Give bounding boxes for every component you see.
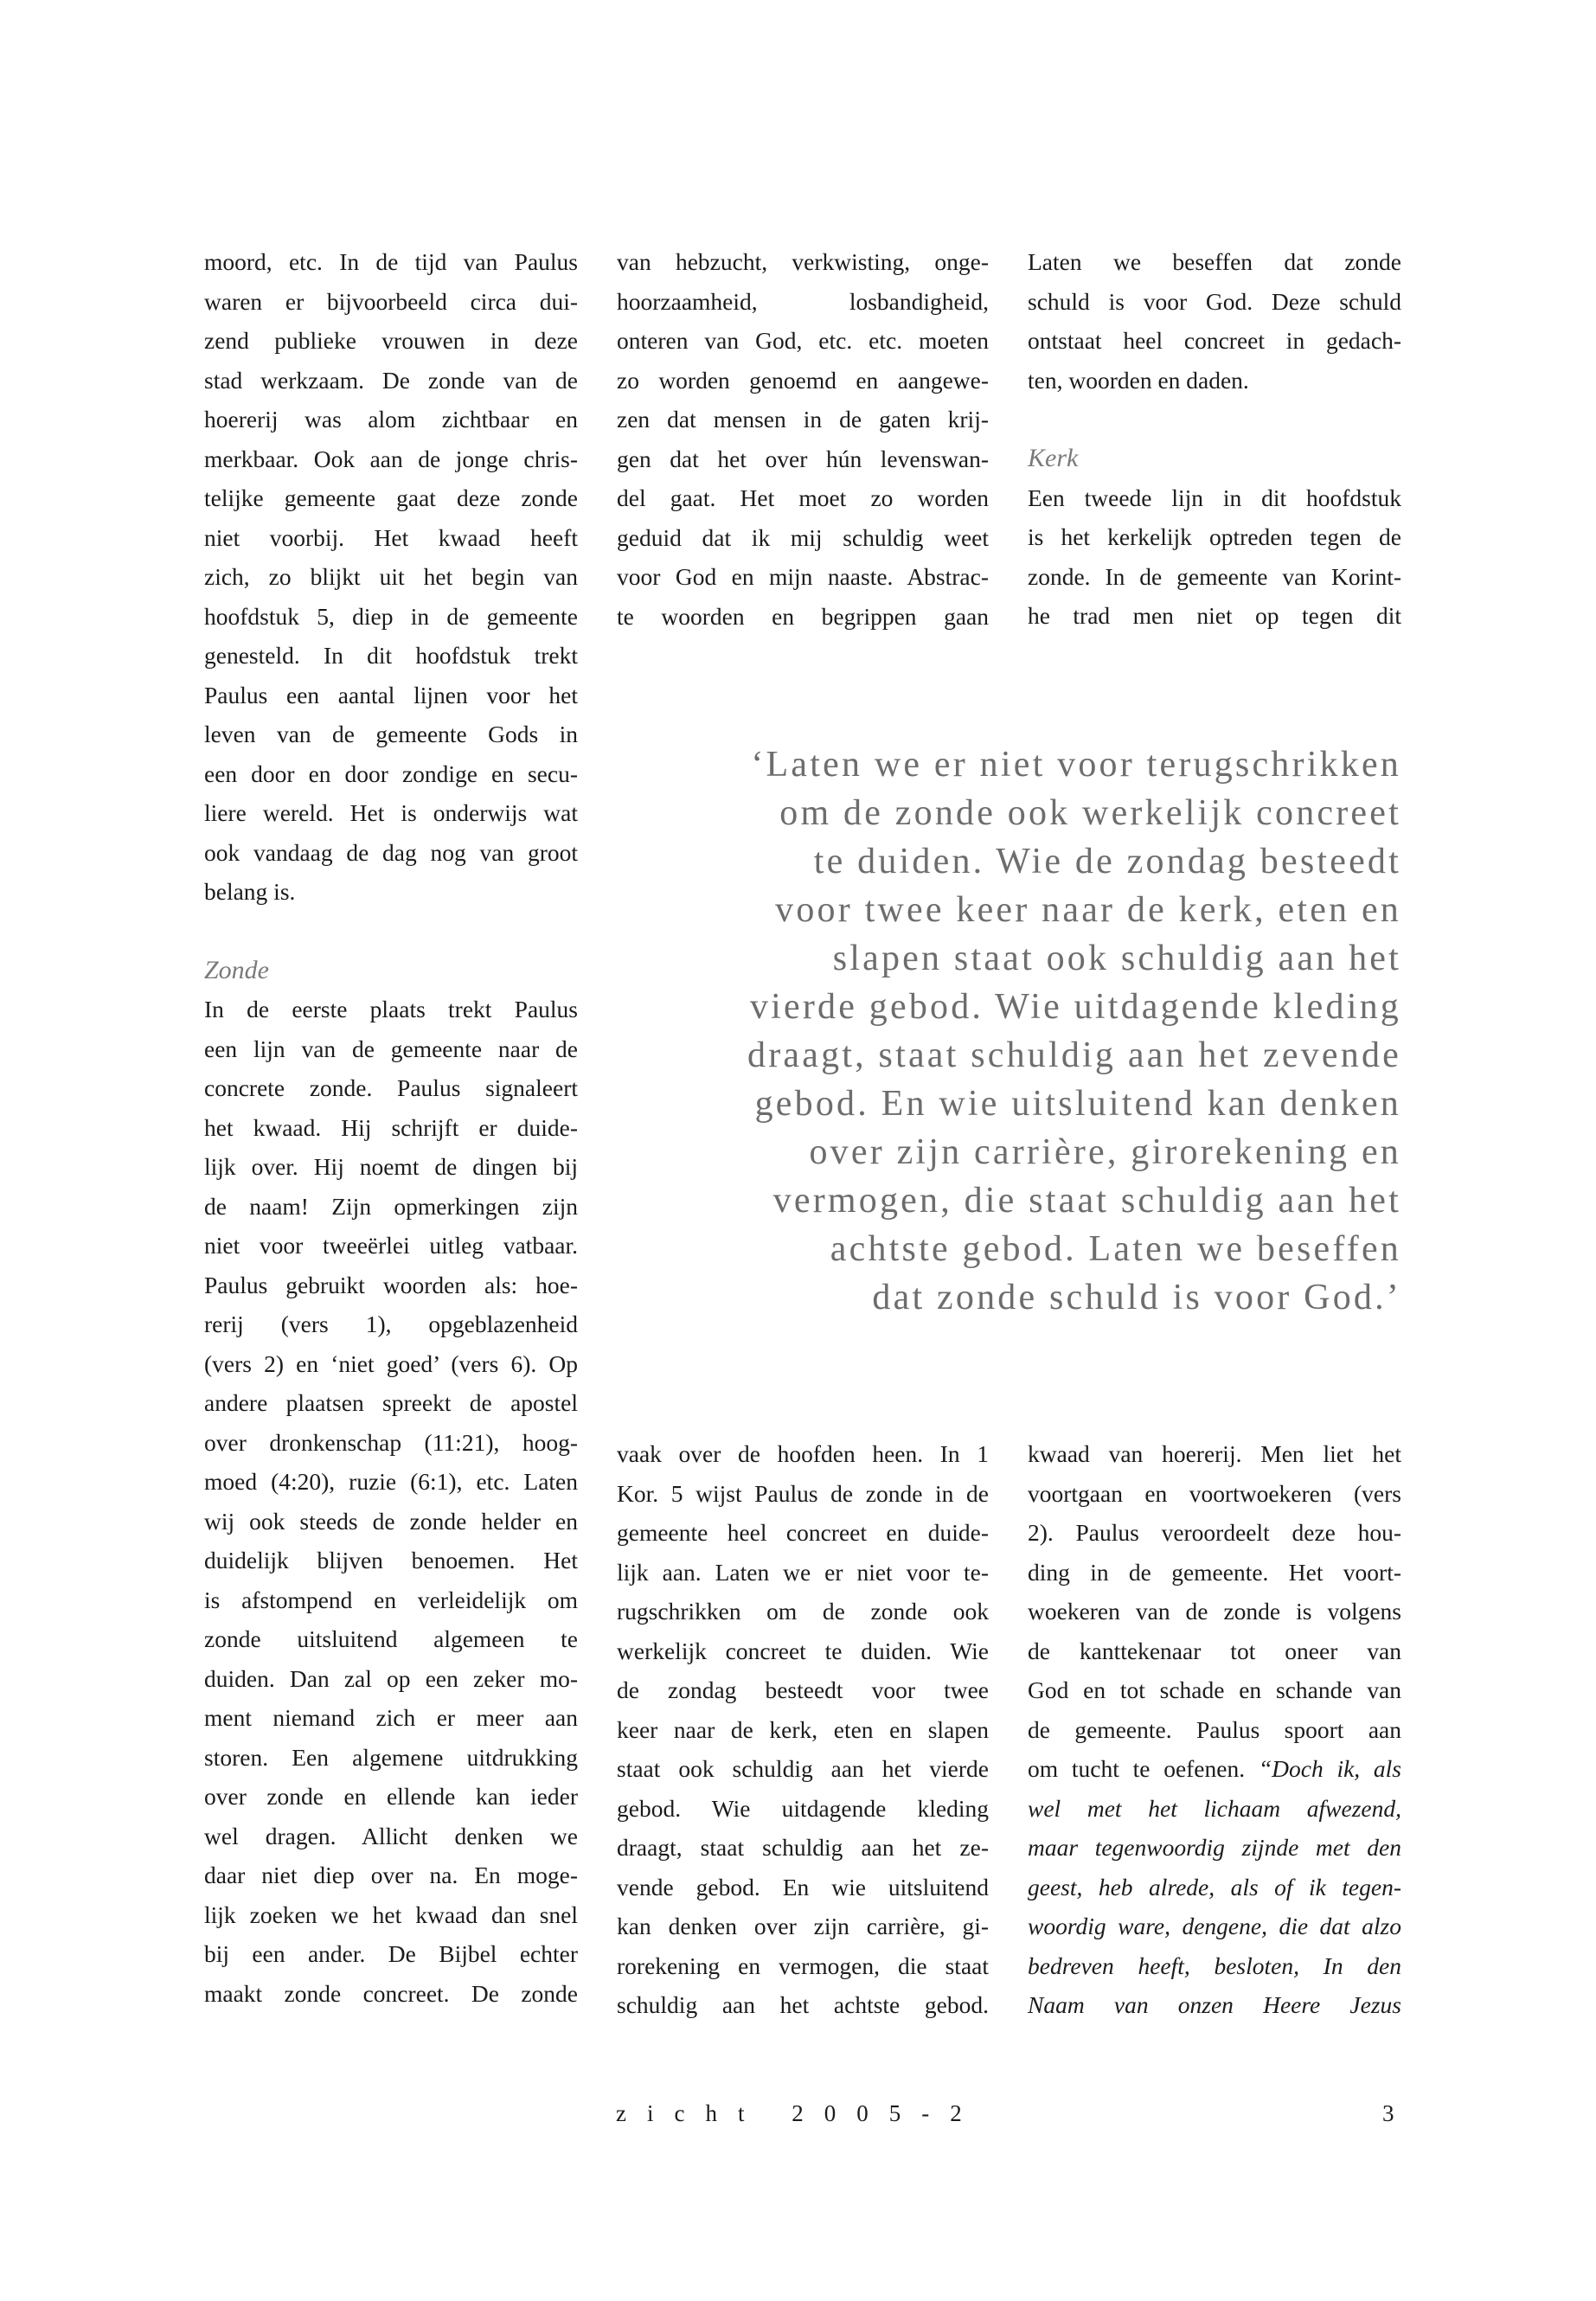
text-line: draagt, staat schuldig aan het ze- bbox=[617, 1834, 989, 1861]
text-line: telijke gemeente gaat deze zonde bbox=[204, 484, 578, 511]
text-run: om tucht te oefenen. bbox=[1028, 1755, 1259, 1782]
text-line: wel dragen. Allicht denken we bbox=[204, 1822, 578, 1849]
text-line: ding in de gemeente. Het voort- bbox=[1028, 1558, 1401, 1586]
text-line: rorekening en vermogen, die staat bbox=[617, 1952, 989, 1979]
pull-quote-line: gebod. En wie uitsluitend kan denken bbox=[754, 1084, 1401, 1124]
text-line: rugschrikken om de zonde ook bbox=[617, 1598, 989, 1625]
section-heading-zonde: Zonde bbox=[204, 955, 269, 984]
text-line: merkbaar. Ook aan de jonge chris- bbox=[204, 445, 578, 472]
pull-quote-line: ‘Laten we er niet voor terugschrikken bbox=[751, 745, 1401, 785]
text-line: lijk over. Hij noemt de dingen bij bbox=[204, 1153, 578, 1180]
pull-quote-line: vierde gebod. Wie uitdagende kleding bbox=[749, 987, 1401, 1027]
quote-line: Naam van onzen Heere Jezus bbox=[1028, 1991, 1401, 2018]
text-line: hoorzaamheid, losbandigheid, bbox=[617, 287, 989, 315]
text-line: zonde. In de gemeente van Korint- bbox=[1028, 562, 1401, 590]
text-line: waren er bijvoorbeeld circa dui- bbox=[204, 287, 578, 315]
text-line: God en tot schade en schande van bbox=[1028, 1676, 1401, 1703]
text-line: Een tweede lijn in dit hoofdstuk bbox=[1028, 484, 1401, 511]
pull-quote bbox=[657, 740, 1401, 1322]
text-line: moed (4:20), ruzie (6:1), etc. Laten bbox=[204, 1468, 578, 1495]
text-line: gemeente heel concreet en duide- bbox=[617, 1519, 989, 1546]
text-line: Laten we beseffen dat zonde bbox=[1028, 248, 1401, 275]
pull-quote-line: dat zonde schuld is voor God.’ bbox=[872, 1278, 1401, 1317]
text-line: belang is. bbox=[204, 878, 296, 905]
quote-line: wel met het lichaam afwezend, bbox=[1028, 1794, 1401, 1822]
column-middle-bottom bbox=[617, 1434, 989, 2025]
column-right-top bbox=[1028, 242, 1401, 636]
text-line: gebod. Wie uitdagende kleding bbox=[617, 1794, 989, 1822]
text-line bbox=[1028, 1749, 1401, 1789]
section-heading-kerk: Kerk bbox=[1028, 444, 1079, 472]
page-number: 3 bbox=[1382, 2100, 1394, 2126]
text-line: leven van de gemeente Gods in bbox=[204, 721, 578, 747]
text-line: andere plaatsen spreekt de apostel bbox=[204, 1389, 578, 1416]
text-line: lijk zoeken we het kwaad dan snel bbox=[204, 1900, 578, 1928]
text-line: schuld is voor God. Deze schuld bbox=[1028, 287, 1401, 315]
text-line: zo worden genoemd en aangewe- bbox=[617, 366, 989, 394]
text-line: bij een ander. De Bijbel echter bbox=[204, 1940, 578, 1967]
text-line: ontstaat heel concreet in gedach- bbox=[1028, 327, 1401, 354]
pull-quote-line: slapen staat ook schuldig aan het bbox=[832, 939, 1401, 978]
text-line: Paulus gebruikt woorden als: hoe- bbox=[204, 1271, 578, 1298]
text-line: In de eerste plaats trekt Paulus bbox=[204, 996, 578, 1022]
text-line: lijk aan. Laten we er niet voor te- bbox=[617, 1558, 989, 1586]
text-line: niet voorbij. Het kwaad heeft bbox=[204, 523, 578, 551]
text-line: maakt zonde concreet. De zonde bbox=[204, 1979, 578, 2007]
text-line: onteren van God, etc. etc. moeten bbox=[617, 327, 989, 354]
text-line: wij ook steeds de zonde helder en bbox=[204, 1507, 578, 1535]
text-line: keer naar de kerk, eten en slapen bbox=[617, 1715, 989, 1743]
text-line: hoofdstuk 5, diep in de gemeente bbox=[204, 602, 578, 630]
text-line: voor God en mijn naaste. Abstrac- bbox=[617, 563, 989, 590]
text-line: niet voor tweeërlei uitleg vatbaar. bbox=[204, 1232, 578, 1259]
pull-quote-line: vermogen, die staat schuldig aan het bbox=[772, 1181, 1401, 1221]
text-line: liere wereld. Het is onderwijs wat bbox=[204, 799, 578, 826]
text-line: schuldig aan het achtste gebod. bbox=[617, 1991, 989, 2018]
text-line: vaak over de hoofden heen. In 1 bbox=[617, 1440, 989, 1467]
text-line: zend publieke vrouwen in deze bbox=[204, 327, 578, 354]
text-line: Kor. 5 wijst Paulus de zonde in de bbox=[617, 1479, 989, 1507]
text-line: duiden. Dan zal op een zeker mo- bbox=[204, 1664, 578, 1692]
text-line: de kanttekenaar tot oneer van bbox=[1028, 1637, 1401, 1664]
quote-line: geest, heb alrede, als of ik tegen- bbox=[1028, 1873, 1401, 1900]
text-line: del gaat. Het moet zo worden bbox=[617, 484, 989, 511]
text-line: zen dat mensen in de gaten krij- bbox=[617, 406, 989, 433]
text-line: over zonde en ellende kan ieder bbox=[204, 1783, 578, 1810]
text-line: woekeren van de zonde is volgens bbox=[1028, 1598, 1401, 1625]
pull-quote-line: achtste gebod. Laten we beseffen bbox=[830, 1229, 1401, 1269]
text-line: (vers 2) en ‘niet goed’ (vers 6). Op bbox=[204, 1349, 578, 1377]
pull-quote-line: voor twee keer naar de kerk, eten en bbox=[775, 890, 1401, 930]
text-line: kwaad van hoererij. Men liet het bbox=[1028, 1440, 1401, 1467]
text-line: gen dat het over hún levenswan- bbox=[617, 445, 989, 472]
text-line: van hebzucht, verkwisting, onge- bbox=[617, 248, 989, 275]
text-line: duidelijk blijven benoemen. Het bbox=[204, 1547, 578, 1574]
magazine-name: zicht 2005-2 bbox=[616, 2100, 983, 2126]
text-line: ook vandaag de dag nog van groot bbox=[204, 838, 578, 866]
text-line: 2). Paulus veroordeelt deze hou- bbox=[1028, 1519, 1401, 1546]
text-line: over dronkenschap (11:21), hoog- bbox=[204, 1428, 578, 1456]
pull-quote-line: over zijn carrière, girorekening en bbox=[809, 1132, 1401, 1172]
text-line: moord, etc. In de tijd van Paulus bbox=[204, 248, 578, 275]
text-line: vende gebod. En wie uitsluitend bbox=[617, 1873, 989, 1900]
footer-magazine-title bbox=[616, 2100, 990, 2127]
column-right-bottom bbox=[1028, 1434, 1401, 2025]
text-line: ten, woorden en daden. bbox=[1028, 366, 1249, 394]
text-line: een lijn van de gemeente naar de bbox=[204, 1035, 578, 1062]
text-line: voortgaan en voortwoekeren (vers bbox=[1028, 1479, 1401, 1507]
text-line: geduid dat ik mij schuldig weet bbox=[617, 523, 989, 551]
text-line: zonde uitsluitend algemeen te bbox=[204, 1625, 578, 1652]
text-line: genesteld. In dit hoofdstuk trekt bbox=[204, 642, 578, 669]
text-line: Paulus een aantal lijnen voor het bbox=[204, 681, 578, 708]
text-line: de gemeente. Paulus spoort aan bbox=[1028, 1715, 1401, 1743]
quote-run: “Doch ik, als bbox=[1258, 1755, 1401, 1782]
text-line: staat ook schuldig aan het vierde bbox=[617, 1755, 989, 1782]
text-line: rerij (vers 1), opgeblazenheid bbox=[204, 1311, 578, 1337]
text-line: he trad men niet op tegen dit bbox=[1028, 602, 1401, 629]
pull-quote-line: draagt, staat schuldig aan het zevende bbox=[747, 1035, 1401, 1075]
text-line: storen. Een algemene uitdrukking bbox=[204, 1743, 578, 1771]
quote-line: bedreven heeft, besloten, In den bbox=[1028, 1952, 1401, 1979]
text-line: te woorden en begrippen gaan bbox=[617, 602, 989, 630]
text-line: de naam! Zijn opmerkingen zijn bbox=[204, 1192, 578, 1220]
text-line: ment niemand zich er meer aan bbox=[204, 1704, 578, 1731]
text-line: het kwaad. Hij schrijft er duide- bbox=[204, 1113, 578, 1141]
text-line: is het kerkelijk optreden tegen de bbox=[1028, 523, 1401, 550]
text-line: werkelijk concreet te duiden. Wie bbox=[617, 1637, 989, 1664]
pull-quote-line: te duiden. Wie de zondag besteedt bbox=[813, 842, 1401, 881]
pull-quote-line: om de zonde ook werkelijk concreet bbox=[779, 793, 1401, 833]
column-left bbox=[204, 242, 578, 2013]
text-line: de zondag besteedt voor twee bbox=[617, 1676, 989, 1703]
column-middle-top bbox=[617, 242, 989, 636]
text-line: is afstompend en verleidelijk om bbox=[204, 1586, 578, 1613]
text-line: een door en door zondige en secu- bbox=[204, 760, 578, 787]
quote-line: maar tegenwoordig zijnde met den bbox=[1028, 1834, 1401, 1861]
text-line: stad werkzaam. De zonde van de bbox=[204, 366, 578, 394]
text-line: zich, zo blijkt uit het begin van bbox=[204, 563, 578, 590]
text-line: concrete zonde. Paulus signaleert bbox=[204, 1074, 578, 1101]
text-line: hoererij was alom zichtbaar en bbox=[204, 406, 578, 433]
text-line: kan denken over zijn carrière, gi- bbox=[617, 1913, 989, 1939]
text-line: daar niet diep over na. En moge- bbox=[204, 1862, 578, 1888]
quote-line: woordig ware, dengene, die dat alzo bbox=[1028, 1913, 1401, 1939]
